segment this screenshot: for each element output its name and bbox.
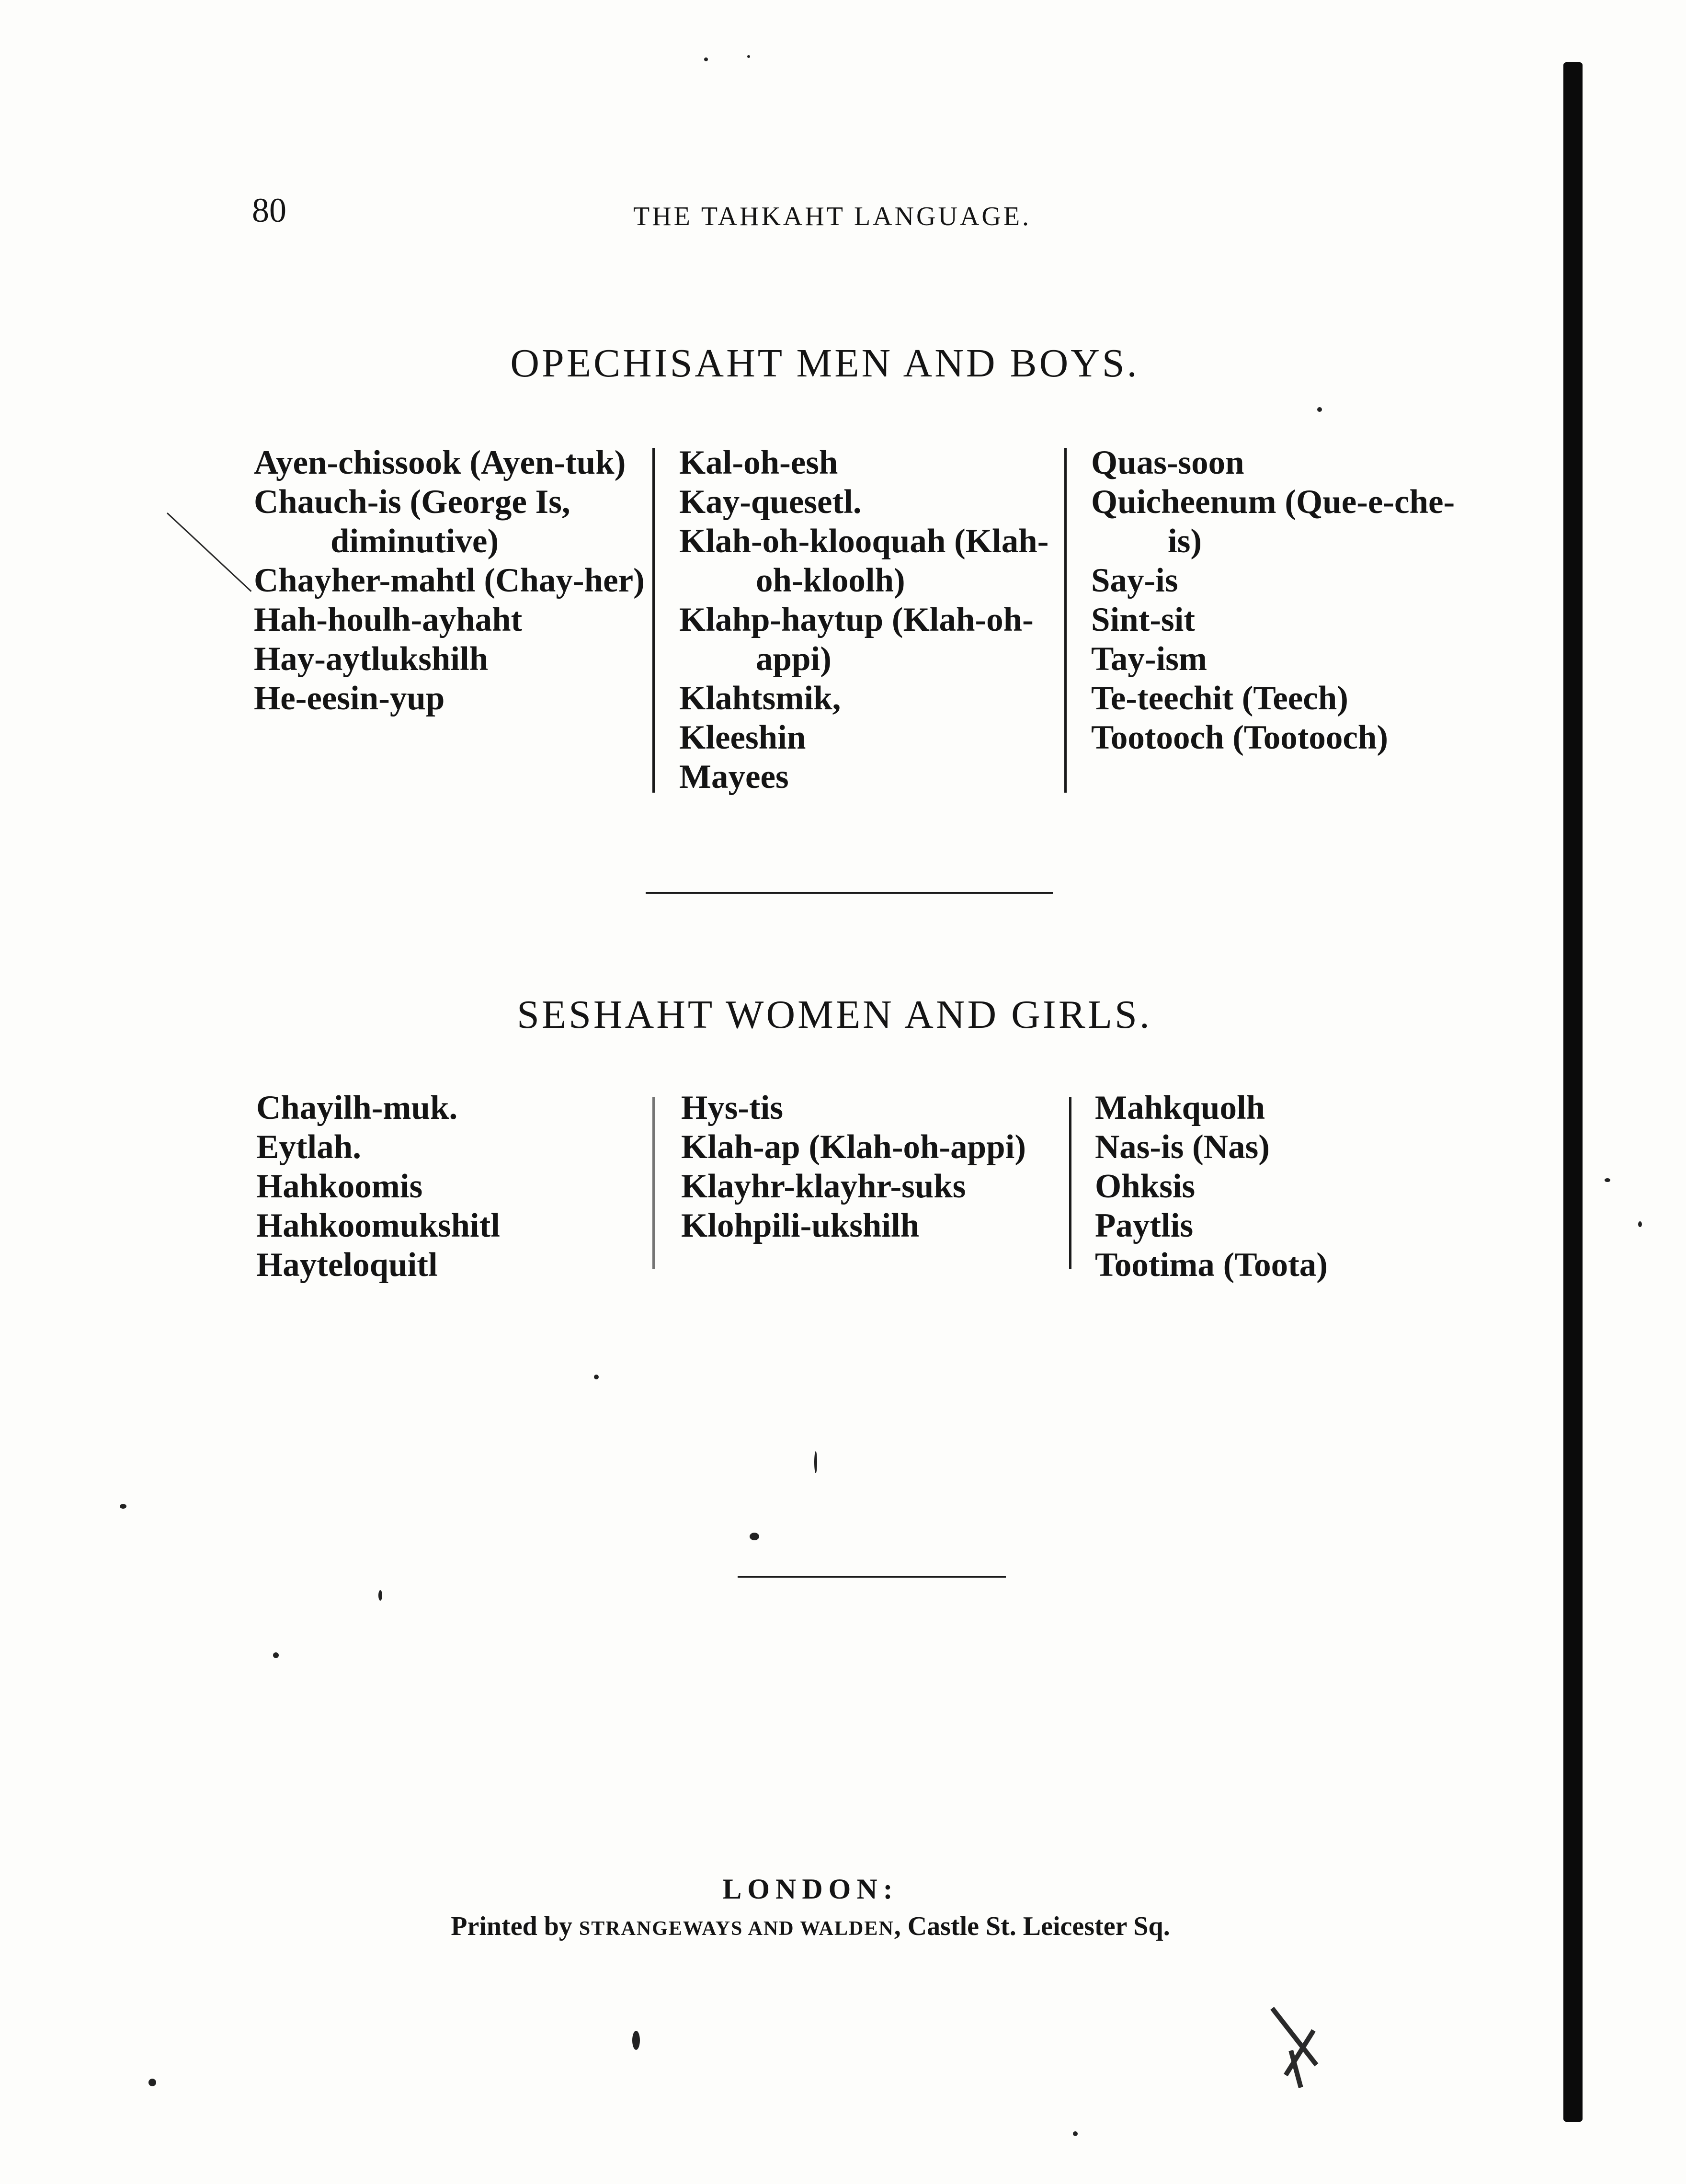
scan-speck xyxy=(378,1590,382,1601)
imprint-place: LONDON: xyxy=(722,1873,899,1905)
name-column xyxy=(1091,443,1484,757)
column-rule xyxy=(652,1097,655,1269)
name-column xyxy=(681,1088,1055,1245)
name-entry: Klahtsmik, xyxy=(679,680,841,717)
name-entry: Quicheenum (Que-e-che-is) xyxy=(1091,483,1455,560)
running-head: THE TAHKAHT LANGUAGE. xyxy=(633,202,1032,231)
name-entry: Chauch-is (George Is, diminutive) xyxy=(254,483,570,560)
scan-speck xyxy=(120,1504,126,1509)
name-entry: Mahkquolh xyxy=(1095,1089,1265,1126)
name-entry: Klayhr-klayhr-suks xyxy=(681,1168,966,1205)
name-entry: Klahp-haytup (Klah-oh-appi) xyxy=(679,601,1034,678)
name-entry: Mayees xyxy=(679,758,789,796)
section-title-seshaht-women: SESHAHT WOMEN AND GIRLS. xyxy=(517,992,1152,1037)
name-entry: Hay-aytlukshilh xyxy=(254,640,489,678)
name-entry: Chayilh-muk. xyxy=(256,1089,458,1126)
end-rule xyxy=(738,1576,1006,1578)
page-edge-shadow xyxy=(1563,62,1583,2122)
name-entry: Kal-oh-esh xyxy=(679,444,838,481)
name-entry: Kay-quesetl. xyxy=(679,483,862,521)
name-entry: Hahkoomis xyxy=(256,1168,423,1205)
name-entry: Klohpili-ukshilh xyxy=(681,1207,920,1244)
scan-speck xyxy=(1638,1221,1642,1227)
scan-speck xyxy=(632,2031,640,2050)
name-entry: Ohksis xyxy=(1095,1168,1196,1205)
column-rule xyxy=(1064,448,1067,793)
name-entry: Tay-ism xyxy=(1091,640,1207,678)
pencil-mark xyxy=(1284,2029,1316,2077)
name-entry: Klah-ap (Klah-oh-appi) xyxy=(681,1128,1026,1166)
scan-speck xyxy=(1605,1178,1610,1182)
name-column xyxy=(679,443,1053,796)
section-title-opechisaht-men: OPECHISAHT MEN AND BOYS. xyxy=(510,341,1139,386)
name-entry: Tootima (Toota) xyxy=(1095,1246,1328,1284)
name-entry: Kleeshin xyxy=(679,719,806,756)
name-entry: Paytlis xyxy=(1095,1207,1194,1244)
section-divider xyxy=(646,892,1053,894)
scan-speck xyxy=(148,2079,156,2086)
column-rule xyxy=(1069,1097,1071,1269)
imprint-suffix: , Castle St. Leicester Sq. xyxy=(894,1911,1170,1941)
scan-speck xyxy=(747,55,750,58)
name-entry: Hahkoomukshitl xyxy=(256,1207,501,1244)
name-entry: Hah-houlh-ayhaht xyxy=(254,601,523,638)
scan-speck xyxy=(814,1451,817,1473)
name-entry: Klah-oh-klooquah (Klah-oh-kloolh) xyxy=(679,523,1049,599)
name-entry: Chayher-mahtl (Chay-her) xyxy=(254,562,645,599)
name-entry: Say-is xyxy=(1091,562,1178,599)
name-entry: Nas-is (Nas) xyxy=(1095,1128,1270,1166)
name-entry: Sint-sit xyxy=(1091,601,1195,638)
scan-speck xyxy=(273,1652,279,1658)
scan-speck xyxy=(750,1533,759,1540)
name-entry: Ayen-chissook (Ayen-tuk) xyxy=(254,444,626,481)
imprint-prefix: Printed by xyxy=(451,1911,579,1941)
pencil-mark xyxy=(167,512,252,592)
name-entry: Hayteloquitl xyxy=(256,1246,438,1284)
name-column xyxy=(254,443,647,718)
name-entry: He-eesin-yup xyxy=(254,680,445,717)
imprint-line xyxy=(0,1911,1563,1942)
name-entry: Te-teechit (Teech) xyxy=(1091,680,1348,717)
name-entry: Hys-tis xyxy=(681,1089,783,1126)
scan-speck xyxy=(1073,2131,1078,2136)
page-number: 80 xyxy=(252,191,286,229)
scan-speck xyxy=(1317,407,1322,412)
scan-speck xyxy=(704,57,708,61)
name-entry: Quas-soon xyxy=(1091,444,1244,481)
name-entry: Eytlah. xyxy=(256,1128,361,1166)
name-column xyxy=(1095,1088,1488,1285)
column-rule xyxy=(652,448,655,793)
name-entry: Tootooch (Tootooch) xyxy=(1091,719,1389,756)
scan-speck xyxy=(594,1375,599,1379)
name-column xyxy=(256,1088,649,1285)
imprint-printer: STRANGEWAYS AND WALDEN xyxy=(579,1918,894,1940)
